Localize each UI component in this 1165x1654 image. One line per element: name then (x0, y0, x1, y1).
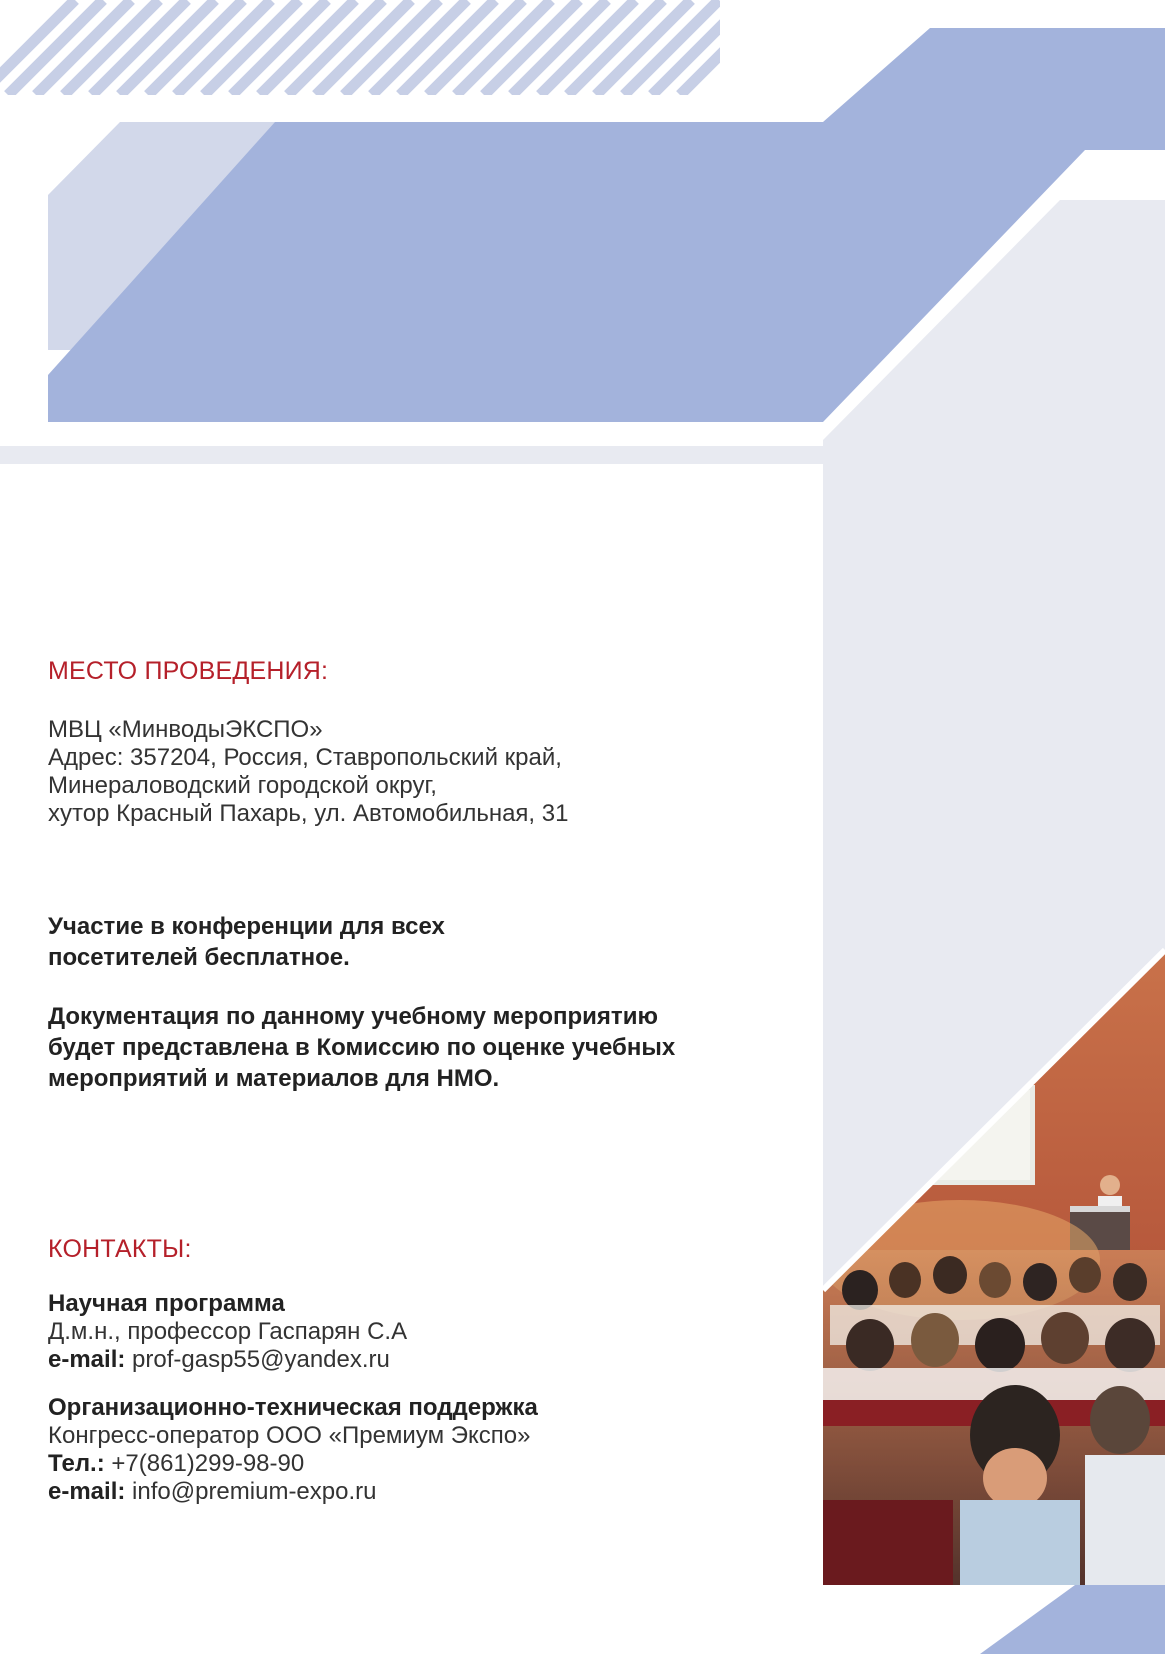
address-line-1: Адрес: 357204, Россия, Ставропольский край, (48, 744, 562, 771)
participation-line-2: посетителей бесплатное. (48, 944, 350, 971)
support-contact (48, 1394, 538, 1506)
documentation-line-3: мероприятий и материалов для НМО. (48, 1065, 500, 1092)
science-title: Научная программа (48, 1290, 285, 1317)
documentation-line-1: Документация по данному учебному мероприятию (48, 1003, 658, 1030)
light-band (0, 446, 840, 464)
documentation-line-2: будет представлена в Комиссию по оценке учебных (48, 1034, 676, 1061)
support-phone-label: Тел.: (48, 1450, 105, 1477)
support-email-label: e-mail: (48, 1478, 126, 1505)
participation-line-1: Участие в конференции для всех (48, 913, 445, 940)
documentation-note (48, 1001, 675, 1094)
support-email-row (48, 1478, 538, 1506)
contacts-section (48, 1235, 192, 1264)
support-phone-link[interactable]: +7(861)299-98-90 (111, 1450, 305, 1477)
science-person: Д.м.н., профессор Гаспарян С.А (48, 1318, 408, 1345)
support-title: Организационно-техническая поддержка (48, 1394, 538, 1421)
stripe-pattern (0, 0, 775, 95)
venue-address (48, 716, 568, 828)
venue-name: МВЦ «МинводыЭКСПО» (48, 716, 323, 743)
support-phone-row (48, 1450, 538, 1478)
support-operator: Конгресс-оператор ООО «Премиум Экспо» (48, 1422, 531, 1449)
corner-accent (980, 1585, 1165, 1654)
science-email-label: e-mail: (48, 1346, 126, 1373)
support-email-link[interactable]: info@premium-expo.ru (132, 1478, 377, 1505)
address-line-3: хутор Красный Пахарь, ул. Автомобильная, 31 (48, 800, 569, 827)
science-email-link[interactable]: prof-gasp55@yandex.ru (132, 1346, 390, 1373)
venue-section (48, 657, 328, 686)
science-email-row (48, 1346, 407, 1374)
venue-heading: МЕСТО ПРОВЕДЕНИЯ: (48, 657, 329, 685)
participation-note (48, 911, 445, 973)
science-contact (48, 1290, 407, 1374)
address-line-2: Минераловодский городской округ, (48, 772, 437, 799)
contacts-heading: КОНТАКТЫ: (48, 1235, 192, 1263)
